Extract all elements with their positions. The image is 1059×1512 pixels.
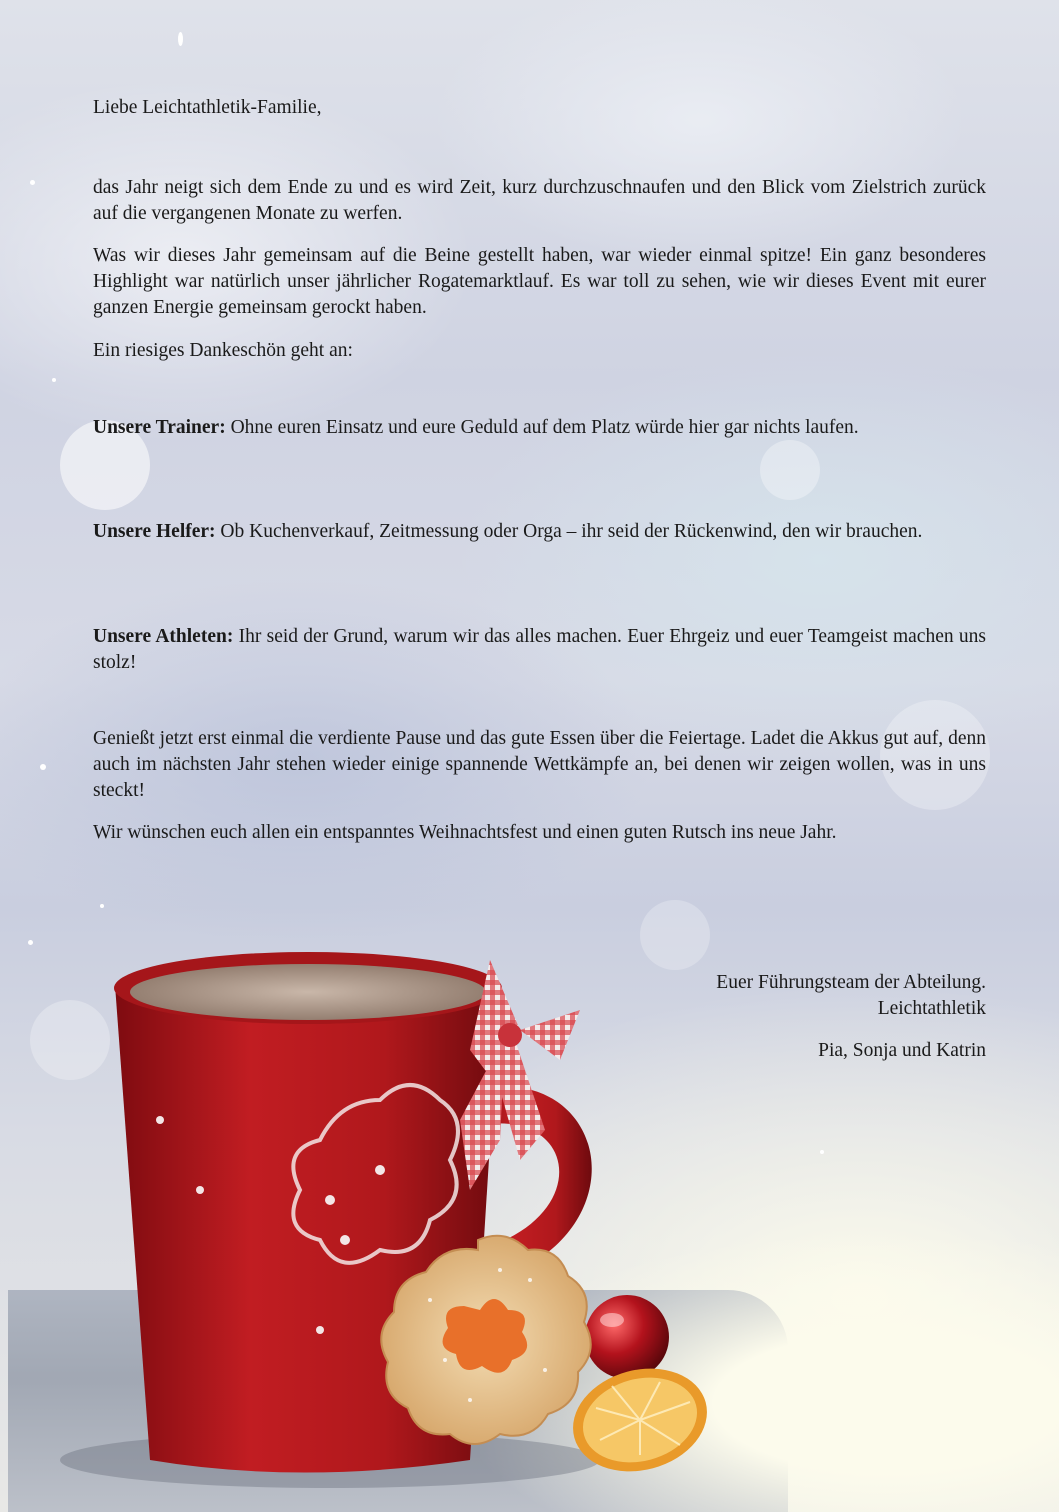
thanks-text: Ohne euren Einsatz und eure Geduld auf dem Platz würde hier gar nichts laufen. xyxy=(225,417,859,438)
bokeh-light xyxy=(760,440,820,500)
wishes-text: Wir wünschen euch allen ein entspanntes Weihnachtsfest und einen guten Rutsch ins neue Jahr. xyxy=(93,822,837,843)
thanks-intro-text: Ein riesiges Dankeschön geht an: xyxy=(93,340,353,361)
thanks-athletes xyxy=(93,624,986,676)
wishes-paragraph xyxy=(93,820,986,846)
thanks-text: Ihr seid der Grund, warum wir das alles machen. Euer Ehrgeiz und euer Teamgeist machen uns stolz! xyxy=(93,626,986,673)
highlight-text: Was wir dieses Jahr gemeinsam auf die Beine gestellt haben, war wieder einmal spitze! Ein ganz besonderes Highlight war natürlich unser jährlicher Rogatemarktlauf. Es war toll zu sehen, wie wir dieses Event mit eurer ganzen Energie gemeinsam gerockt haben. xyxy=(93,245,986,318)
intro-paragraph xyxy=(93,175,986,227)
signature-names: Pia, Sonja und Katrin xyxy=(818,1040,986,1061)
thanks-label: Unsere Helfer: xyxy=(93,521,216,542)
snowflake xyxy=(820,1150,824,1154)
highlight-paragraph xyxy=(93,243,986,321)
ornament-icon xyxy=(585,1295,669,1379)
thanks-intro xyxy=(93,338,986,364)
holiday-paragraph xyxy=(93,726,986,804)
snowflake xyxy=(178,32,183,46)
thanks-trainer xyxy=(93,415,986,441)
thanks-text: Ob Kuchenverkauf, Zeitmessung oder Orga – ihr seid der Rückenwind, den wir brauchen. xyxy=(215,521,923,542)
snowflake xyxy=(30,180,35,185)
holiday-text: Genießt jetzt erst einmal die verdiente Pause und das gute Essen über die Feiertage. Ladet die Akkus gut auf, denn auch im nächsten Jahr stehen wieder einige spannende Wettkämpfe an, bei denen wir zeigen wollen, was in uns steckt! xyxy=(93,728,986,801)
thanks-helper xyxy=(93,519,986,545)
closing-line: Leichtathletik xyxy=(877,998,986,1019)
snowflake xyxy=(100,904,104,908)
greeting xyxy=(93,95,986,121)
greeting-text: Liebe Leichtathletik-Familie, xyxy=(93,97,322,118)
closing-line: Euer Führungsteam der Abteilung. xyxy=(716,972,986,993)
snowflake xyxy=(52,378,56,382)
thanks-label: Unsere Trainer: xyxy=(93,417,226,438)
intro-text: das Jahr neigt sich dem Ende zu und es wird Zeit, kurz durchzuschnaufen und den Blick vom Zielstrich zurück auf die vergangenen Monate zu werfen. xyxy=(93,177,986,224)
thanks-label: Unsere Athleten: xyxy=(93,626,234,647)
christmas-illustration xyxy=(0,940,760,1500)
snowflake xyxy=(40,764,46,770)
